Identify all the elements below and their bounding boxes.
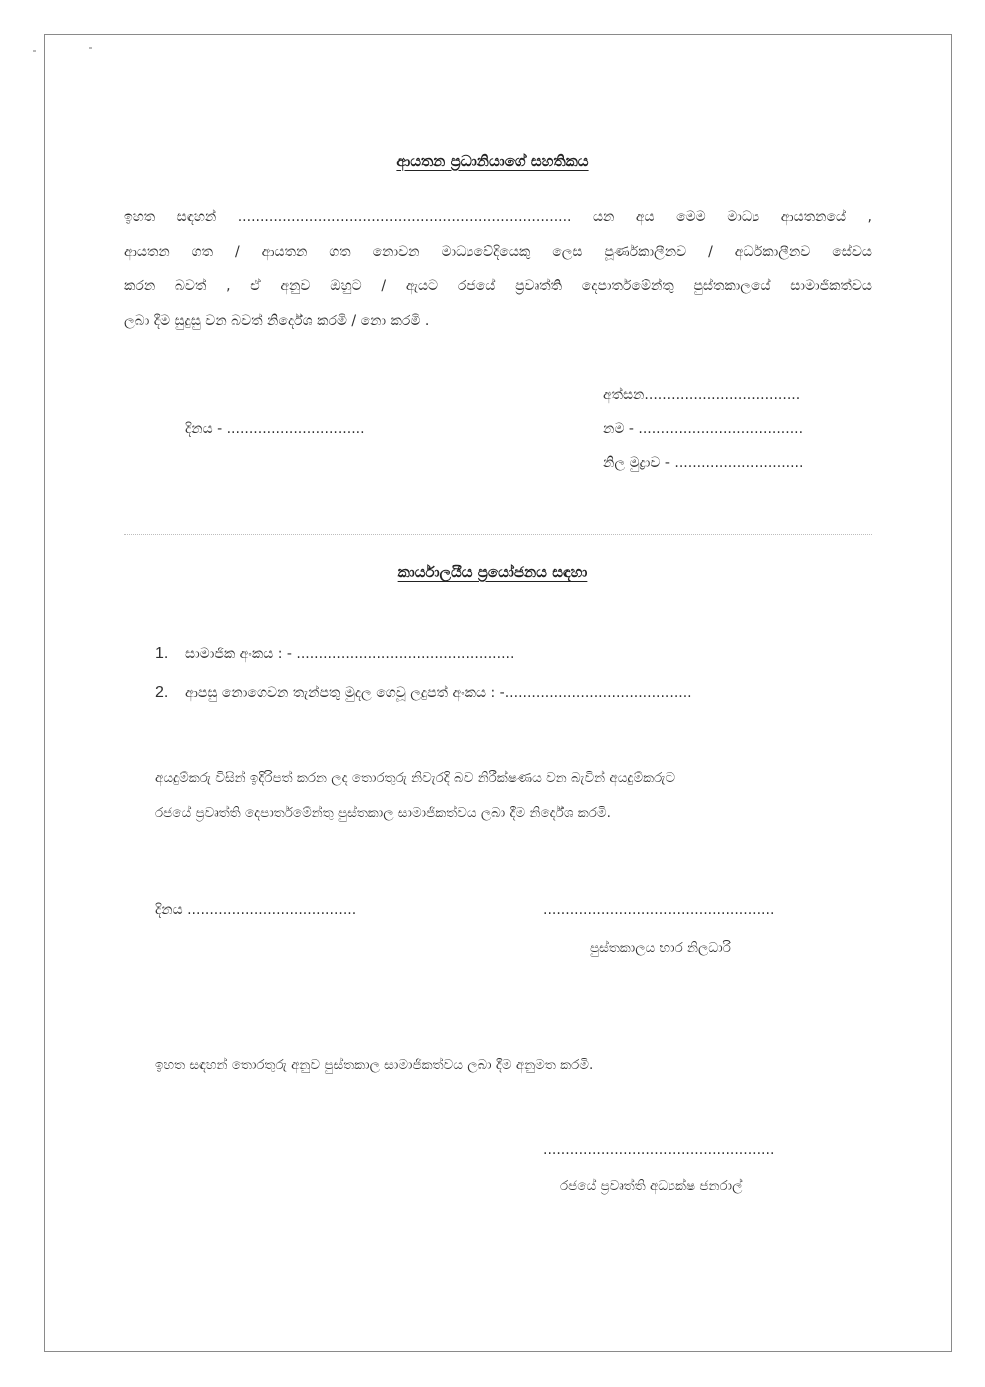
item-text: ආපසු නොගෙවන තැන්පතු මුදල ගෙවූ ලදුපත් අංකය : -.......................................... xyxy=(185,685,692,701)
recommendation-line: අයදුම්කරු විසින් ඉදිරිපත් කරන ලද තොරතුරු නිවැරදි බව නිරීක්ෂණය වන බැවින් අයදුම්කරුට xyxy=(155,770,676,786)
director-signature-line: .................................................... xyxy=(543,1142,775,1158)
certificate-paragraph xyxy=(124,200,872,338)
director-general-title: රජයේ ප්‍රවෘත්ති අධ්‍යක්ෂ ජනරාල් xyxy=(560,1178,743,1194)
librarian-signature-line: .................................................... xyxy=(543,902,775,918)
recommendation-line: රජයේ ප්‍රවෘත්ති දෙපාර්තමේන්තු පුස්තකාල සාමාජිකත්වය ලබා දීම නිර්දේශ කරමි. xyxy=(155,805,611,821)
name-field: නම - ..................................... xyxy=(603,421,804,437)
approval-statement: ඉහත සඳහන් තොරතුරු අනුව පුස්තකාල සාමාජිකත්වය ලබා දීම අනුමත කරමි. xyxy=(155,1057,594,1073)
librarian-title: පුස්තකාලය භාර නිලධාරි xyxy=(590,940,731,956)
certificate-line: කරන බවත් , ඒ අනුව ඔහුට / ඇයට රජයේ ප්‍රවෘත්ති දෙපාර්තමේන්තු පුස්තකාලයේ සාමාජිකත්වය xyxy=(124,278,872,294)
official-seal-field: නිල මුද්‍රාව - ............................. xyxy=(603,455,804,471)
certificate-line: ඉහත සඳහන් ........................................................................... යන අය මෙම මාධ්‍ය ආයතනයේ , xyxy=(124,209,872,225)
item-number: 1. xyxy=(155,645,169,662)
office-date-field: දිනය ...................................... xyxy=(155,902,357,918)
membership-number-item xyxy=(155,645,514,663)
section-divider xyxy=(124,534,872,535)
date-field: දිනය - ............................... xyxy=(185,421,365,437)
certificate-line: ලබා දීම සුදුසු වන බවත් නිර්දේශ කරමි / නො කරමි . xyxy=(124,312,430,329)
item-number: 2. xyxy=(155,684,169,701)
item-text: සාමාජික අංකය : - ................................................. xyxy=(185,646,515,662)
signature-field: අත්සන................................... xyxy=(603,387,801,403)
certificate-line: ආයතන ගත / ආයතන ගත නොවන මාධ්‍යවේදියෙකු ලෙස පූර්ණකාලීනව / අර්ධකාලීනව සේවය xyxy=(124,243,872,260)
scan-speck xyxy=(89,47,92,49)
scan-speck xyxy=(33,50,36,52)
office-use-title: කාර්යාලයීය ප්‍රයෝජනය සඳහා xyxy=(397,563,588,581)
certificate-title: ආයතන ප්‍රධානියාගේ සහතිකය xyxy=(396,152,589,170)
receipt-number-item xyxy=(155,684,692,702)
